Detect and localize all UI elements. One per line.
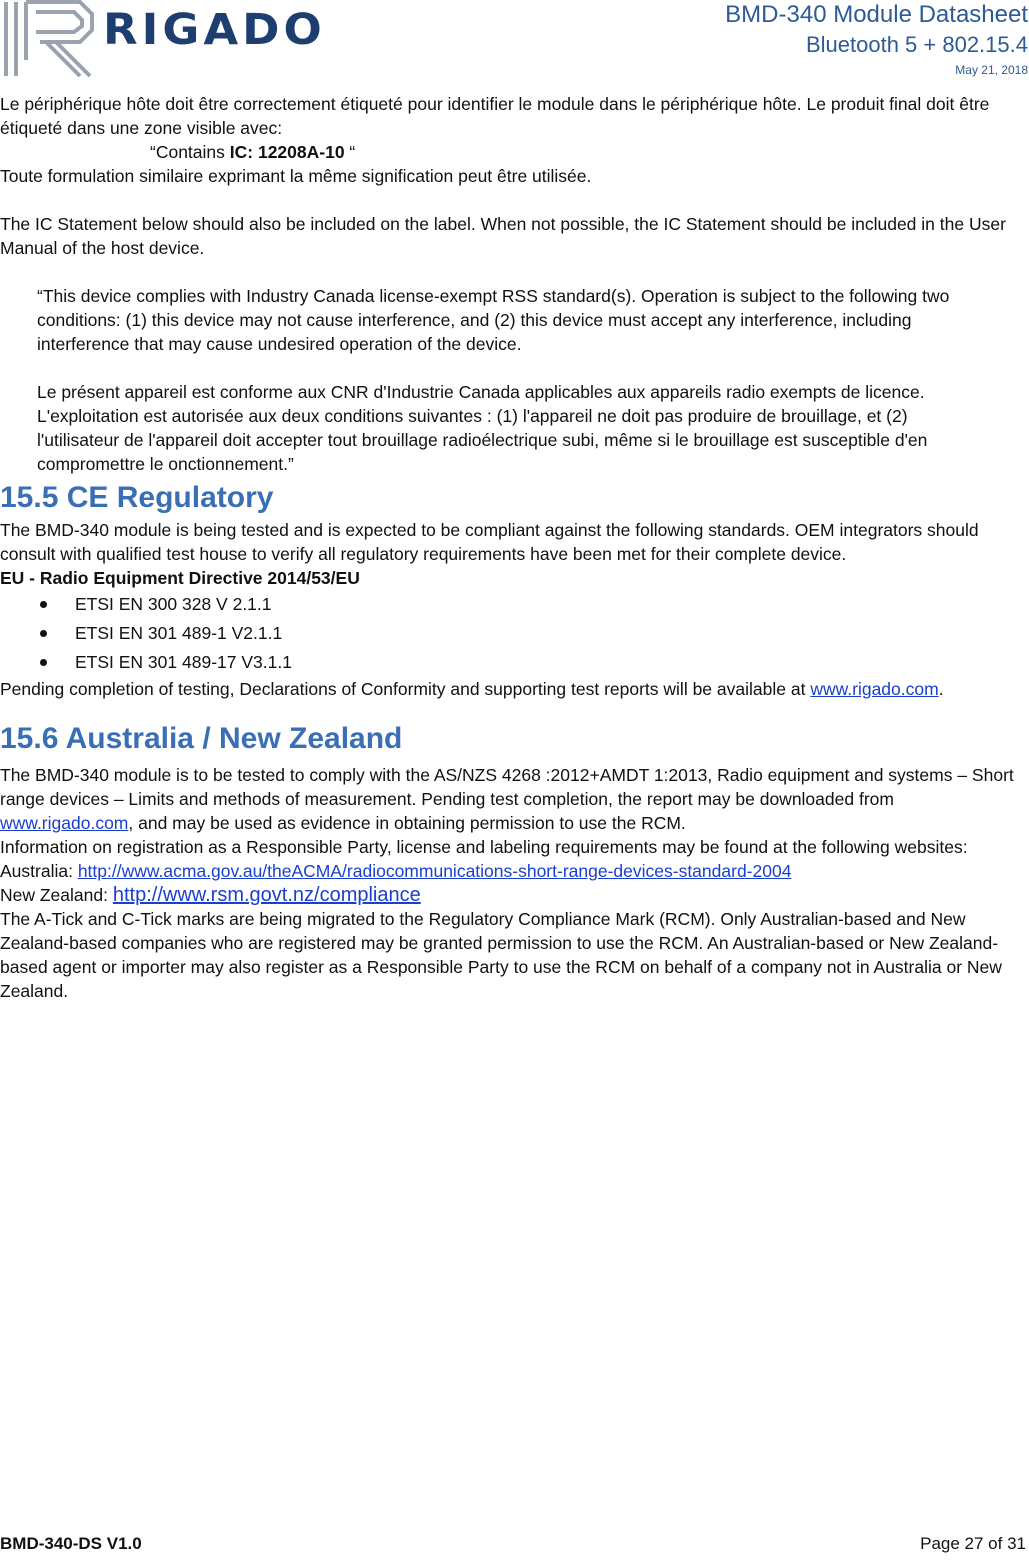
- list-item: ETSI EN 301 489-17 V3.1.1: [0, 648, 1022, 677]
- contains-prefix: “Contains: [150, 142, 230, 162]
- ic-quote-english: “This device complies with Industry Canada license-exempt RSS standard(s). Operation is subject to the following two conditions: (1) this device may not cause interference, and (2) this device must accept any interference, including interference that may cause undesired operation of the device.: [37, 286, 950, 354]
- ce-intro: The BMD-340 module is being tested and is expected to be compliant against the following standards. OEM integrators should consult with qualified test house to verify all regulatory requirements have been met for their complete device.: [0, 520, 979, 564]
- au-p1-text-end: , and may be used as evidence in obtaining permission to use the RCM.: [128, 813, 686, 833]
- footer-page-number: Page 27 of 31: [920, 1534, 1026, 1553]
- footer-doc-id: BMD-340-DS V1.0: [0, 1534, 142, 1553]
- doc-subtitle: Bluetooth 5 + 802.15.4: [805, 32, 1028, 57]
- new-zealand-label: New Zealand:: [0, 885, 113, 905]
- rigado-link[interactable]: www.rigado.com: [810, 679, 939, 699]
- doc-date: May 21, 2018: [955, 63, 1028, 77]
- ic-paragraph-3: The IC Statement below should also be included on the label. When not possible, the IC Statement should be included in the User Manual of the host device.: [0, 214, 1006, 258]
- australia-label: Australia:: [0, 861, 78, 881]
- page-content: [0, 92, 1022, 1003]
- ce-directive: EU - Radio Equipment Directive 2014/53/EU: [0, 568, 360, 588]
- doc-title: BMD-340 Module Datasheet: [725, 1, 1028, 28]
- ce-pending-end: .: [938, 679, 944, 699]
- ce-heading: 15.5 CE Regulatory: [0, 481, 274, 514]
- rigado-link[interactable]: www.rigado.com: [0, 813, 129, 833]
- ic-paragraph-1: Le périphérique hôte doit être correctement étiqueté pour identifier le module dans le périphérique hôte. Le produit final doit être étiqueté dans une zone visible avec:: [0, 94, 990, 138]
- ce-pending-text: Pending completion of testing, Declarations of Conformity and supporting test reports will be available at: [0, 679, 811, 699]
- contains-ic-id: IC: 12208A-10: [229, 142, 345, 162]
- au-nz-heading: 15.6 Australia / New Zealand: [0, 722, 403, 755]
- standards-list: [0, 590, 1022, 677]
- ic-quote-french: Le présent appareil est conforme aux CNR d'Industrie Canada applicables aux appareils radio exempts de licence. L'exploitation est autorisée aux deux conditions suivantes : (1) l'appareil ne doit pas produire de brouillage, et (2) l'utilisateur de l'appareil doit accepter tout brouillage radioélectrique subi, même si le brouillage est susceptible d'en compromettre le onctionnement.”: [37, 382, 928, 474]
- ic-paragraph-2: Toute formulation similaire exprimant la même signification peut être utilisée.: [0, 166, 592, 186]
- rigado-logo: [0, 0, 390, 80]
- australia-line: [0, 859, 1022, 883]
- contains-line: [0, 140, 1022, 164]
- rsm-link[interactable]: http://www.rsm.govt.nz/compliance: [112, 884, 421, 906]
- new-zealand-line: [0, 883, 1022, 907]
- rigado-mark-icon: [0, 0, 95, 80]
- contains-suffix: “: [344, 142, 356, 162]
- acma-link[interactable]: http://www.acma.gov.au/theACMA/radiocommunications-short-range-devices-standard-2004: [77, 861, 792, 881]
- list-item: ETSI EN 301 489-1 V2.1.1: [0, 619, 1022, 648]
- ce-pending: [0, 677, 1022, 701]
- list-item: ETSI EN 300 328 V 2.1.1: [0, 590, 1022, 619]
- au-paragraph-3: The A-Tick and C-Tick marks are being migrated to the Regulatory Compliance Mark (RCM). Only Australian-based and New Zealand-based companies who are registered may be granted permission to use the RCM. An Australian-based or New Zealand-based agent or importer may also register as a Responsible Party to use the RCM on behalf of a company not in Australia or New Zealand.: [0, 909, 1002, 1001]
- au-paragraph-2: Information on registration as a Responsible Party, license and labeling requirements may be found at the following websites:: [0, 837, 968, 857]
- logo-wordmark: RIGADO: [103, 4, 326, 55]
- au-paragraph-1: [0, 763, 1022, 835]
- header-right: [725, 0, 1028, 78]
- au-p1-text: The BMD-340 module is to be tested to comply with the AS/NZS 4268 :2012+AMDT 1:2013, Radio equipment and systems – Short range devices – Limits and methods of measurement. Pending test completion, the report may be downloaded from: [0, 765, 1014, 809]
